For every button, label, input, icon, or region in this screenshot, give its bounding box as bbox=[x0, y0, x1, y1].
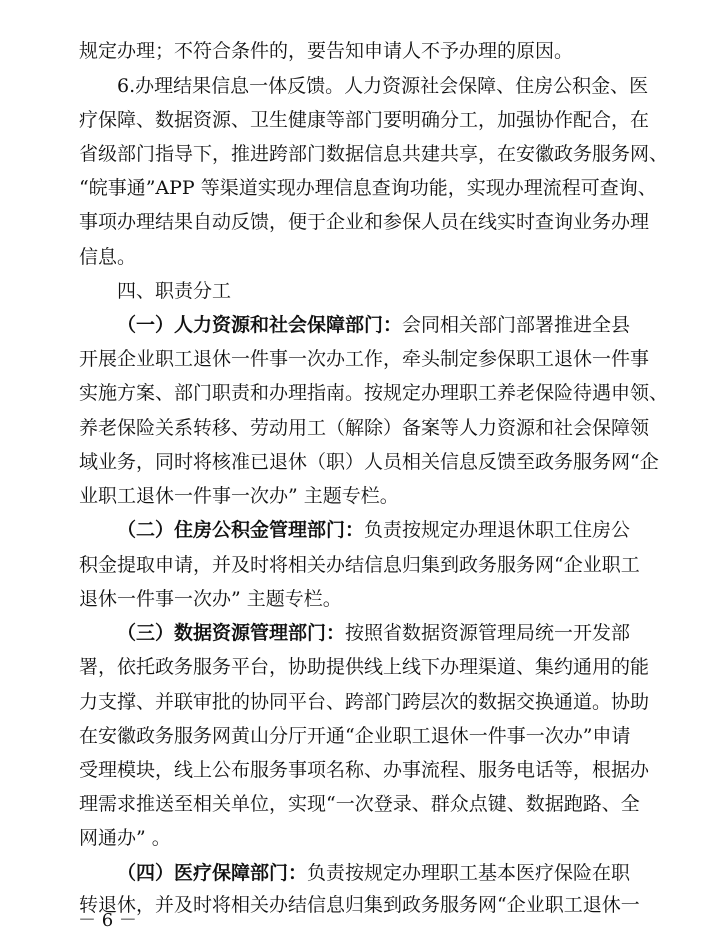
text-line: 实施方案、部门职责和办理指南。按规定办理职工养老保险待遇申领、 bbox=[79, 382, 669, 404]
text-line: 力支撑、并联审批的协同平台、跨部门跨层次的数据交换通道。协助 bbox=[79, 691, 650, 713]
subsection-heading: （一）人力资源和社会保障部门： bbox=[117, 314, 403, 336]
subsection-heading: （二）住房公积金管理部门： bbox=[117, 519, 365, 541]
text-line: 信息。 bbox=[79, 246, 137, 268]
text-line: 域业务，同时将核准已退休（职）人员相关信息反馈至政务服务网“企 bbox=[79, 451, 659, 473]
text-line: 疗保障、数据资源、卫生健康等部门要明确分工，加强协作配合，在 bbox=[79, 109, 650, 131]
text-line: 在安徽政务服务网黄山分厅开通“企业职工退休一件事一次办”申请 bbox=[79, 725, 631, 747]
subsection-text: 按照省数据资源管理局统一开发部 bbox=[345, 622, 631, 644]
text-line: 退休一件事一次办” 主题专栏。 bbox=[79, 588, 342, 610]
text-line: 理需求推送至相关单位，实现“一次登录、群众点键、数据跑路、全 bbox=[79, 793, 640, 815]
subsection-text: 负责按规定办理退休职工住房公 bbox=[364, 519, 631, 541]
text-line: 网通办” 。 bbox=[79, 827, 171, 849]
text-line: 开展企业职工退休一件事一次办工作，牵头制定参保职工退休一件事 bbox=[79, 348, 650, 370]
text-line: 受理模块，线上公布服务事项名称、办事流程、服务电话等，根据办 bbox=[79, 759, 650, 781]
subsection-text: 会同相关部门部署推进全县 bbox=[402, 314, 631, 336]
text-line: 6.办理结果信息一体反馈。人力资源社会保障、住房公积金、医 bbox=[117, 75, 649, 97]
text-line: 省级部门指导下，推进跨部门数据信息共建共享，在安徽政务服务网、 bbox=[79, 143, 669, 165]
text-line: 事项办理结果自动反馈，便于企业和参保人员在线实时查询业务办理 bbox=[79, 211, 650, 233]
subsection-text: 负责按规定办理职工基本医疗保险在职 bbox=[307, 862, 631, 884]
paragraph-4-first-line bbox=[117, 861, 630, 885]
text-line: 业职工退休一件事一次办” 主题专栏。 bbox=[79, 485, 399, 507]
text-line: 署，依托政务服务平台，协助提供线上线下办理渠道、集约通用的能 bbox=[79, 656, 650, 678]
paragraph-2-first-line bbox=[117, 518, 630, 542]
text-line: 转退休，并及时将相关办结信息归集到政务服务网“企业职工退休一 bbox=[79, 894, 640, 916]
text-line: “皖事通”APP 等渠道实现办理信息查询功能，实现办理流程可查询、 bbox=[79, 177, 657, 199]
paragraph-3-first-line bbox=[117, 621, 630, 645]
paragraph-1-first-line bbox=[117, 313, 630, 337]
section-heading: 四、职责分工 bbox=[117, 280, 232, 302]
page-number: － 6 － bbox=[78, 910, 137, 931]
subsection-heading: （四）医疗保障部门： bbox=[117, 862, 308, 884]
text-line: 养老保险关系转移、劳动用工（解除）备案等人力资源和社会保障领 bbox=[79, 417, 650, 439]
subsection-heading: （三）数据资源管理部门： bbox=[117, 622, 346, 644]
text-line: 积金提取申请，并及时将相关办结信息归集到政务服务网“企业职工 bbox=[79, 554, 640, 576]
text-line: 规定办理；不符合条件的，要告知申请人不予办理的原因。 bbox=[79, 40, 574, 62]
